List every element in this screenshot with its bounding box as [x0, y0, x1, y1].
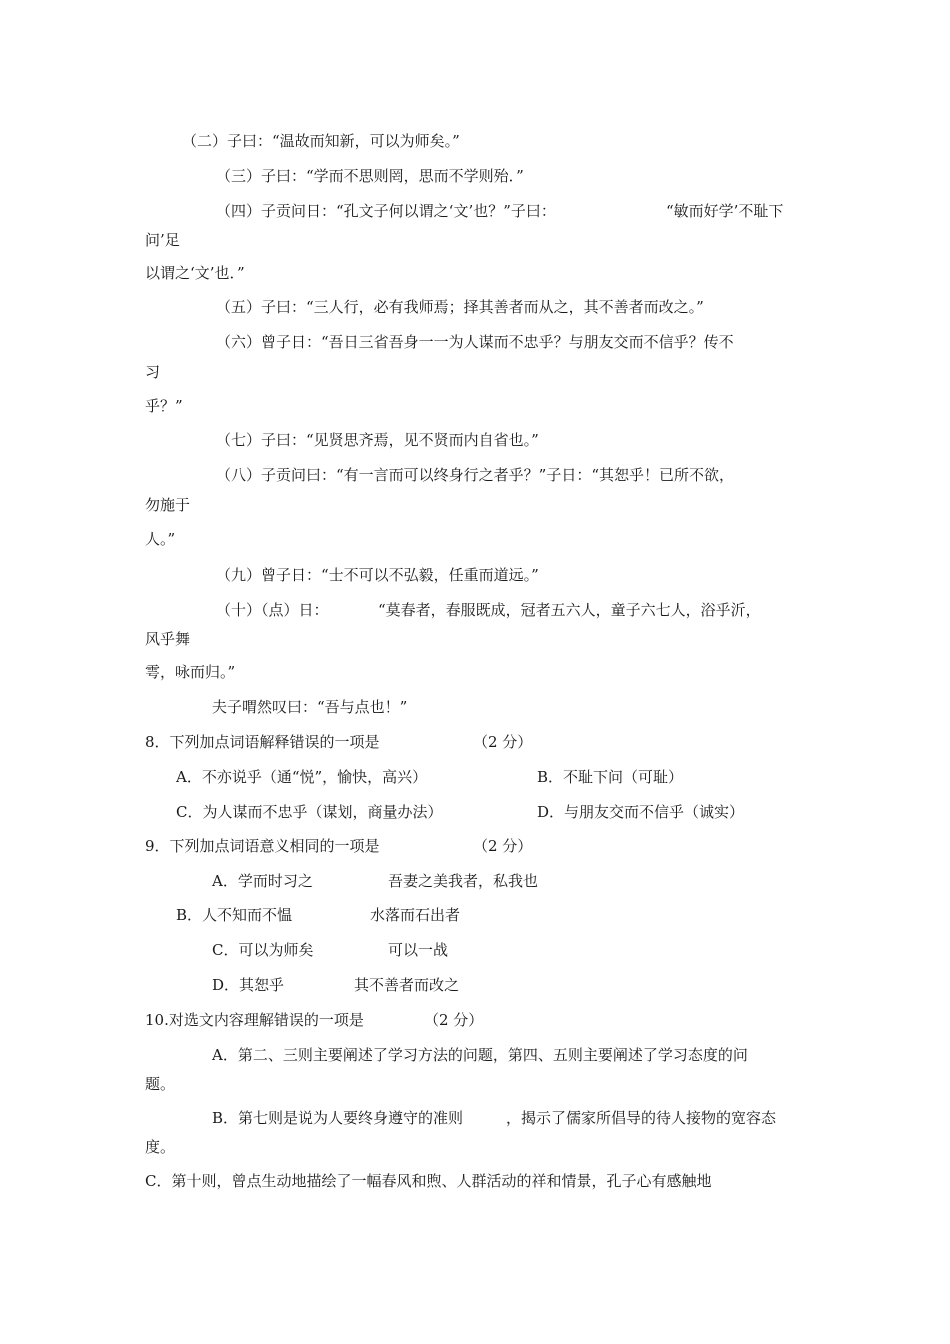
passage-5: （五）子曰：“三人行，必有我师焉；择其善者而从之，其不善者而改之。”	[216, 298, 704, 316]
q9-stem: 9．下列加点词语意义相同的一项是	[145, 837, 380, 855]
q10-score: （2 分）	[424, 1011, 484, 1029]
q9-option-c-pair: 可以一战	[388, 941, 449, 959]
q8-option-b: B．不耻下问（可耻）	[537, 768, 684, 786]
q8-stem: 8．下列加点词语解释错误的一项是	[145, 733, 380, 751]
q10-stem: 10.对选文内容理解错误的一项是	[145, 1011, 364, 1029]
passage-4-line-1-tail: “敏而好学’不耻下	[666, 202, 784, 220]
q8-option-d: D．与朋友交而不信乎（诚实）	[537, 803, 745, 821]
q8-option-c: C．为人谋而不忠乎（谋划，商量办法）	[176, 803, 443, 821]
passage-4-line-1: （四）子贡问日：“孔文子何以谓之‘文’也？”子曰：	[216, 202, 556, 220]
q10-option-b-line-1: B．第七则是说为人要终身遵守的准则	[212, 1109, 464, 1127]
q10-option-a-line-1: A．第二、三则主要阐述了学习方法的问题，第四、五则主要阐述了学习态度的问	[212, 1046, 748, 1064]
q9-option-d-pair: 其不善者而改之	[354, 976, 460, 994]
q9-option-b: B．人不知而不愠	[176, 906, 293, 924]
passage-8-line-1: （八）子贡问曰：“有一言而可以终身行之者乎？”子日：“其恕乎！已所不欲，	[216, 466, 735, 484]
q9-option-d: D．其恕乎	[212, 976, 285, 994]
passage-9: （九）曾子日：“士不可以不弘毅，任重而道远。”	[216, 566, 539, 584]
passage-6-line-1: （六）曾子日：“吾日三省吾身一一为人谋而不忠乎？与朋友交而不信乎？传不	[216, 333, 734, 351]
passage-10-line-1-tail: “莫春者，春服既成，冠者五六人，童子六七人，浴乎沂，	[378, 601, 761, 619]
passage-8-line-2: 勿施于	[145, 496, 191, 514]
q9-option-b-pair: 水落而石出者	[370, 906, 461, 924]
q8-score: （2 分）	[473, 733, 533, 751]
q9-option-a: A．学而时习之	[212, 872, 313, 890]
passage-10-line-1: （十）（点）日：	[216, 601, 329, 619]
q9-option-c: C．可以为师矣	[212, 941, 314, 959]
passage-6-line-2: 习	[145, 363, 161, 381]
q8-option-a: A．不亦说乎（通“悦”，愉快，高兴）	[176, 768, 428, 786]
q10-option-b-line-2: 度。	[145, 1138, 176, 1156]
passage-7: （七）子曰：“见贤思齐焉，见不贤而内自省也。”	[216, 431, 539, 449]
passage-10-line-3: 雩，咏而归。”	[145, 663, 236, 681]
passage-3: （三）子曰：“学而不思则罔，思而不学则殆．”	[216, 167, 524, 185]
q10-option-b-line-1-tail: ，揭示了儒家所倡导的待人接物的宽容态	[506, 1109, 777, 1127]
passage-10-line-2: 风乎舞	[145, 630, 191, 648]
q9-score: （2 分）	[473, 837, 533, 855]
q10-option-a-line-2: 题。	[145, 1075, 176, 1093]
q9-option-a-pair: 吾妻之美我者，私我也	[388, 872, 539, 890]
passage-8-line-3: 人。”	[145, 530, 176, 548]
passage-6-line-3: 乎？”	[145, 397, 183, 415]
passage-4-line-2: 问’足	[145, 231, 180, 249]
passage-2: （二）子曰：“温故而知新，可以为师矣。”	[182, 132, 460, 150]
passage-10-line-4: 夫子喟然叹曰：“吾与点也！”	[212, 698, 408, 716]
passage-4-line-3: 以谓之‘文’也．”	[145, 264, 245, 282]
q10-option-c-line-1: C．第十则，曾点生动地描绘了一幅春风和煦、人群活动的祥和情景，孔子心有感触地	[145, 1172, 712, 1190]
